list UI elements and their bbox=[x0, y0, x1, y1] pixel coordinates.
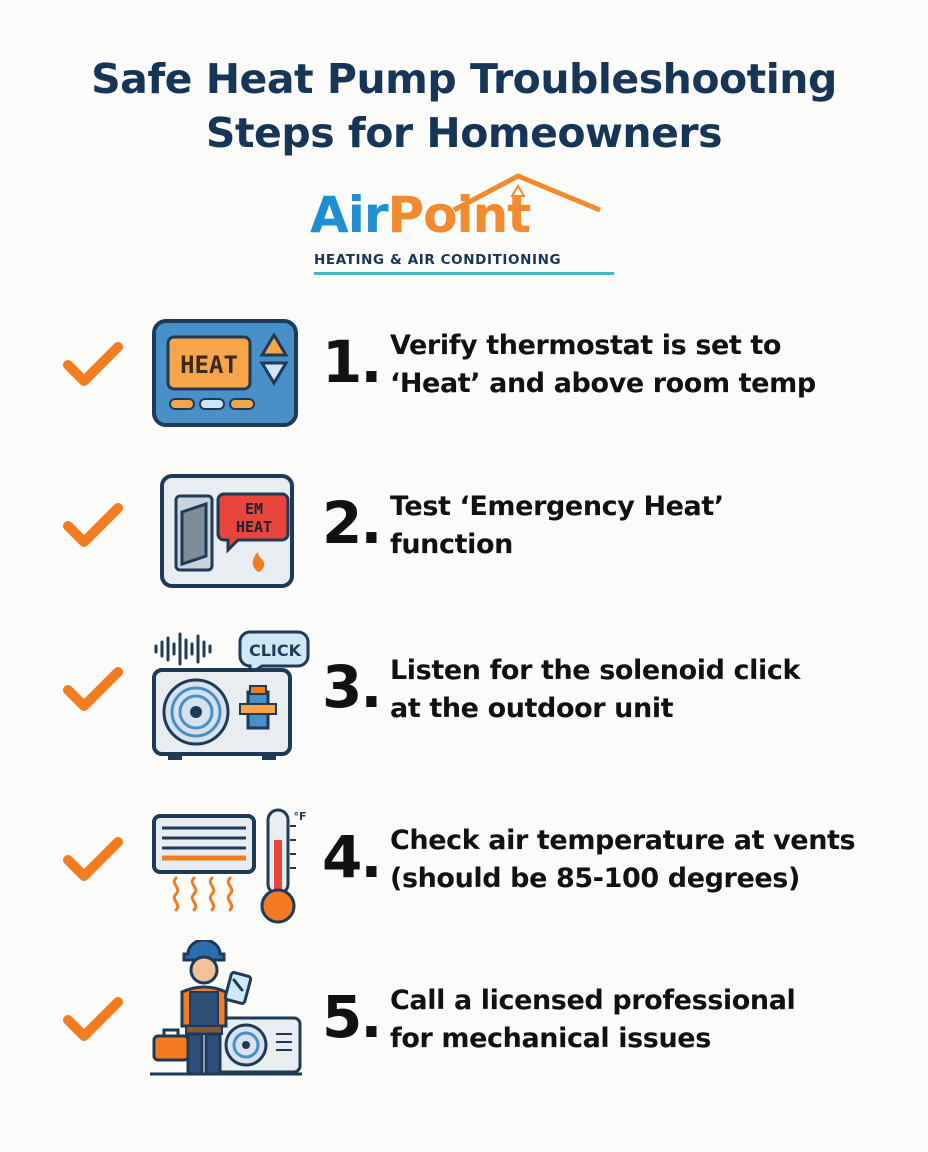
step-2-line-1: Test ‘Emergency Heat’ bbox=[390, 491, 724, 522]
click-bubble-text: CLICK bbox=[248, 641, 302, 660]
step-1-text bbox=[390, 327, 910, 403]
step-4-text bbox=[390, 822, 910, 898]
airpoint-logo bbox=[310, 172, 620, 282]
step-1-line-2: ‘Heat’ and above room temp bbox=[390, 368, 816, 399]
checkmark-icon bbox=[62, 834, 124, 884]
step-4 bbox=[0, 800, 928, 930]
checkmark-icon bbox=[62, 339, 124, 389]
step-3-number: 3. bbox=[322, 653, 381, 721]
step-5-text bbox=[390, 982, 910, 1058]
page-title bbox=[0, 52, 928, 160]
step-1-line-1: Verify thermostat is set to bbox=[390, 330, 782, 361]
step-2-text bbox=[390, 488, 910, 564]
step-4-line-2: (should be 85-100 degrees) bbox=[390, 863, 800, 894]
title-line-1: Safe Heat Pump Troubleshooting bbox=[91, 55, 837, 103]
step-3 bbox=[0, 630, 928, 760]
logo-word-air: Air bbox=[310, 186, 388, 244]
step-5 bbox=[0, 960, 928, 1090]
step-2 bbox=[0, 466, 928, 596]
step-2-number: 2. bbox=[322, 489, 381, 557]
step-3-text bbox=[390, 652, 910, 728]
outdoor-unit-click-icon bbox=[150, 630, 310, 760]
step-5-number: 5. bbox=[322, 983, 381, 1051]
step-4-number: 4. bbox=[322, 823, 381, 891]
logo-word-point: Point bbox=[387, 186, 531, 244]
step-4-line-1: Check air temperature at vents bbox=[390, 825, 856, 856]
em-heat-label-line-1: EM bbox=[244, 500, 264, 518]
checkmark-icon bbox=[62, 994, 124, 1044]
thermostat-display-text: HEAT bbox=[180, 351, 238, 379]
logo-wordmark bbox=[310, 186, 530, 244]
checkmark-icon bbox=[62, 664, 124, 714]
em-heat-label-line-2: HEAT bbox=[235, 518, 273, 536]
step-5-line-1: Call a licensed professional bbox=[390, 985, 796, 1016]
fahrenheit-label: °F bbox=[293, 810, 307, 823]
checkmark-icon bbox=[62, 500, 124, 550]
step-1-number: 1. bbox=[322, 328, 381, 396]
emergency-heat-switch-icon bbox=[150, 466, 310, 596]
step-3-line-2: at the outdoor unit bbox=[390, 693, 674, 724]
step-2-line-2: function bbox=[390, 529, 513, 560]
vent-thermometer-icon bbox=[150, 800, 310, 930]
step-1 bbox=[0, 305, 928, 435]
technician-icon bbox=[150, 940, 310, 1080]
thermostat-icon bbox=[150, 305, 310, 435]
logo-subtitle: HEATING & AIR CONDITIONING bbox=[314, 252, 562, 268]
logo-underline bbox=[314, 272, 614, 275]
title-line-2: Steps for Homeowners bbox=[205, 109, 723, 157]
step-3-line-1: Listen for the solenoid click bbox=[390, 655, 801, 686]
step-5-line-2: for mechanical issues bbox=[390, 1023, 711, 1054]
